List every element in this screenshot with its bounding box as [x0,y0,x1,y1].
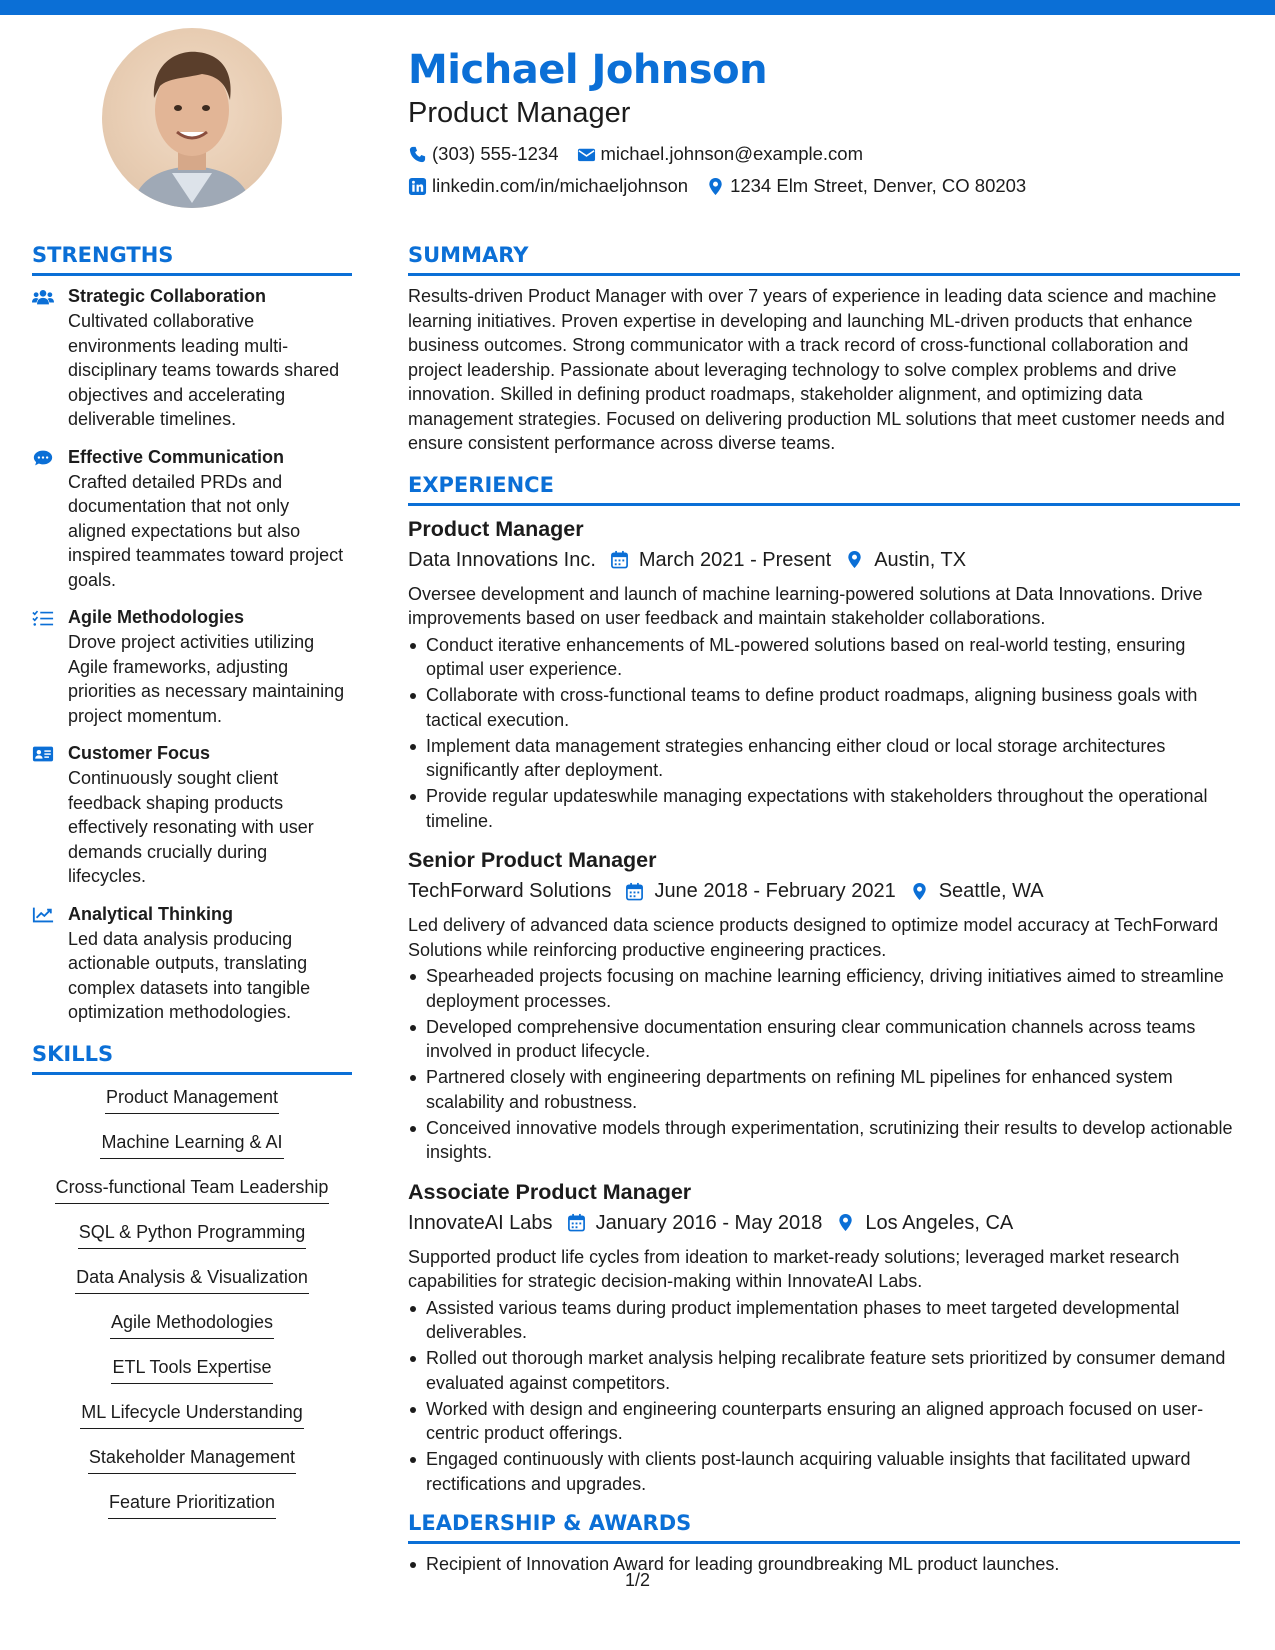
linkedin-icon [408,177,427,196]
strength-description: Drove project activities utilizing Agile frameworks, adjusting priorities as necessary maintaining project momentum. [68,632,345,726]
strengths-list [32,284,352,1025]
skill-item: Cross-functional Team Leadership [55,1173,330,1204]
skills-heading: SKILLS [32,1039,352,1075]
skill-row [32,1083,352,1128]
skill-row [32,1353,352,1398]
summary-heading: SUMMARY [408,240,1240,276]
comment-icon [32,445,56,593]
job-entry [408,845,1240,1165]
job-location: Austin, TX [874,548,967,571]
calendar-icon [625,882,644,901]
job-bullet: Developed comprehensive documentation ensuring clear communication channels across teams involved in product lifecycle. [426,1015,1240,1064]
skills-list [32,1083,352,1533]
map-marker-icon [706,177,725,196]
email-text: michael.johnson@example.com [600,143,864,164]
job-description: Supported product life cycles from ideation to market-ready solutions; leveraged market research capabilities for strategic decision-making within InnovateAI Labs. [408,1246,1180,1291]
linkedin-text: linkedin.com/in/michaeljohnson [432,175,689,196]
profile-photo [102,28,282,208]
job-title: Senior Product Manager [408,848,657,872]
skill-item: Agile Methodologies [110,1308,274,1339]
summary-text: Results-driven Product Manager with over 7 years of experience in leading data science and machine learning initiatives. Proven expertise in developing and launching ML-driven products that enhance business outcomes. Strong communicator with a track record of cross-functional collaboration and project leadership. Passionate about leveraging technology to solve complex problems and drive innovation. Skilled in defining product roadmaps, stakeholder alignment, and optimizing data management strategies. Focused on delivering production ML solutions that meet customer needs and ensure consistent performance across diverse teams. [408,286,1225,453]
calendar-icon [567,1213,586,1232]
skill-row [32,1488,352,1533]
job-dates: March 2021 - Present [638,548,832,571]
job-meta [408,875,1240,907]
strength-description: Crafted detailed PRDs and documentation that not only aligned expectations but also inspired teammates toward project goals. [68,471,344,590]
award-item: Recipient of Innovation Award for leading groundbreaking ML product launches. [426,1552,1240,1577]
job-bullet: Spearheaded projects focusing on machine learning efficiency, driving initiatives aimed to streamline deployment processes. [426,964,1240,1013]
job-company: TechForward Solutions [408,880,612,902]
skill-item: SQL & Python Programming [78,1218,306,1249]
job-meta [408,1207,1240,1239]
strength-title: Agile Methodologies [68,607,245,627]
strength-title: Customer Focus [68,743,211,763]
contact-info [408,138,1238,202]
job-entry [408,514,1240,834]
skill-item: Machine Learning & AI [100,1128,283,1159]
users-icon [32,284,56,432]
job-bullet: Collaborate with cross-functional teams to define product roadmaps, aligning business goals with tactical execution. [426,683,1240,732]
job-location: Seattle, WA [938,880,1044,902]
job-bullets [408,964,1240,1165]
strength-title: Analytical Thinking [68,903,234,924]
skill-item: ETL Tools Expertise [111,1353,272,1384]
job-bullet: Implement data management strategies enhancing either cloud or local storage architectures significantly after deployment. [426,734,1240,783]
strength-item [32,284,352,432]
job-bullet: Partnered closely with engineering departments on refining ML pipelines for enhanced system scalability and robustness. [426,1065,1240,1114]
strength-item [32,445,352,593]
job-bullet: Engaged continuously with clients post-launch acquiring valuable insights that facilitated upward rectifications and upgrades. [426,1447,1240,1496]
candidate-title: Product Manager [408,97,631,129]
map-marker-icon [836,1213,855,1232]
phone-icon [408,145,427,164]
strengths-heading: STRENGTHS [32,240,352,276]
map-marker-icon [845,550,864,569]
strength-description: Cultivated collaborative environments leading multi-disciplinary teams towards shared objectives and accelerating deliverable timelines. [68,311,340,429]
job-entry [408,1177,1240,1497]
job-bullet: Conceived innovative models through experimentation, scrutinizing their results to develop actionable insights. [426,1116,1240,1165]
job-bullet: Provide regular updateswhile managing expectations with stakeholders throughout the operational timeline. [426,784,1240,833]
job-bullets [408,1296,1240,1497]
calendar-icon [610,550,629,569]
job-location: Los Angeles, CA [865,1211,1014,1234]
job-description: Oversee development and launch of machine learning-powered solutions at Data Innovations. Drive improvements based on user feedback and maintain stakeholder collaborations. [408,583,1203,628]
experience-heading: EXPERIENCE [408,470,1240,506]
skill-row [32,1398,352,1443]
strength-description: Continuously sought client feedback shaping products effectively resonating with user demands crucially during lifecycles. [68,768,314,886]
envelope-icon [577,145,596,164]
skill-row [32,1308,352,1353]
job-company: Data Innovations Inc. [408,548,596,571]
job-description: Led delivery of advanced data science products designed to optimize model accuracy at TechForward Solutions while reinforcing productive engineering practices. [408,915,1219,960]
job-bullets [408,633,1240,834]
resume-header [408,44,1238,202]
skill-item: Product Management [105,1083,279,1114]
skill-item: Stakeholder Management [88,1443,296,1474]
leadership-heading: LEADERSHIP & AWARDS [408,1508,1240,1544]
job-bullet: Worked with design and engineering counterparts ensuring an aligned approach focused on user-centric product offerings. [426,1397,1240,1446]
skill-row [32,1173,352,1218]
strength-item [32,605,352,728]
job-company: InnovateAI Labs [408,1211,553,1234]
skill-row [32,1128,352,1173]
experience-list [408,514,1240,1497]
address-contact [706,170,1026,202]
right-column [408,240,1240,1578]
job-bullet: Conduct iterative enhancements of ML-powered solutions based on real-world testing, ensuring optimal user experience. [426,633,1240,682]
job-bullet: Rolled out thorough market analysis helping recalibrate feature sets prioritized by consumer demand evaluated against competitors. [426,1346,1240,1395]
skill-item: ML Lifecycle Understanding [80,1398,303,1429]
job-bullet: Assisted various teams during product implementation phases to meet targeted developmental deliverables. [426,1296,1240,1345]
job-title: Product Manager [408,516,584,541]
phone-text: (303) 555-1234 [432,143,559,164]
skill-row [32,1443,352,1488]
top-accent-bar [0,0,1275,15]
skill-item: Feature Prioritization [108,1488,276,1519]
job-dates: June 2018 - February 2021 [654,880,896,902]
phone-contact[interactable] [408,138,559,170]
list-check-icon [32,605,56,728]
candidate-name: Michael Johnson [408,47,768,93]
strength-item [32,902,352,1025]
map-marker-icon [910,882,929,901]
address-text: 1234 Elm Street, Denver, CO 80203 [730,175,1027,196]
job-dates: January 2016 - May 2018 [595,1211,823,1234]
page-indicator: 1/2 [624,1570,651,1590]
email-contact[interactable] [577,138,864,170]
strength-title: Strategic Collaboration [68,286,267,306]
skill-row [32,1218,352,1263]
job-title: Associate Product Manager [408,1179,692,1204]
chart-line-icon [32,902,56,1025]
strength-item [32,741,352,889]
job-meta [408,544,1240,576]
strength-description: Led data analysis producing actionable outputs, translating complex datasets into tangible optimization methodologies. [68,928,311,1022]
linkedin-contact[interactable] [408,170,688,202]
strength-title: Effective Communication [68,446,285,467]
left-column [32,240,352,1533]
id-card-icon [32,741,56,889]
skill-row [32,1263,352,1308]
skill-item: Data Analysis & Visualization [75,1263,309,1294]
